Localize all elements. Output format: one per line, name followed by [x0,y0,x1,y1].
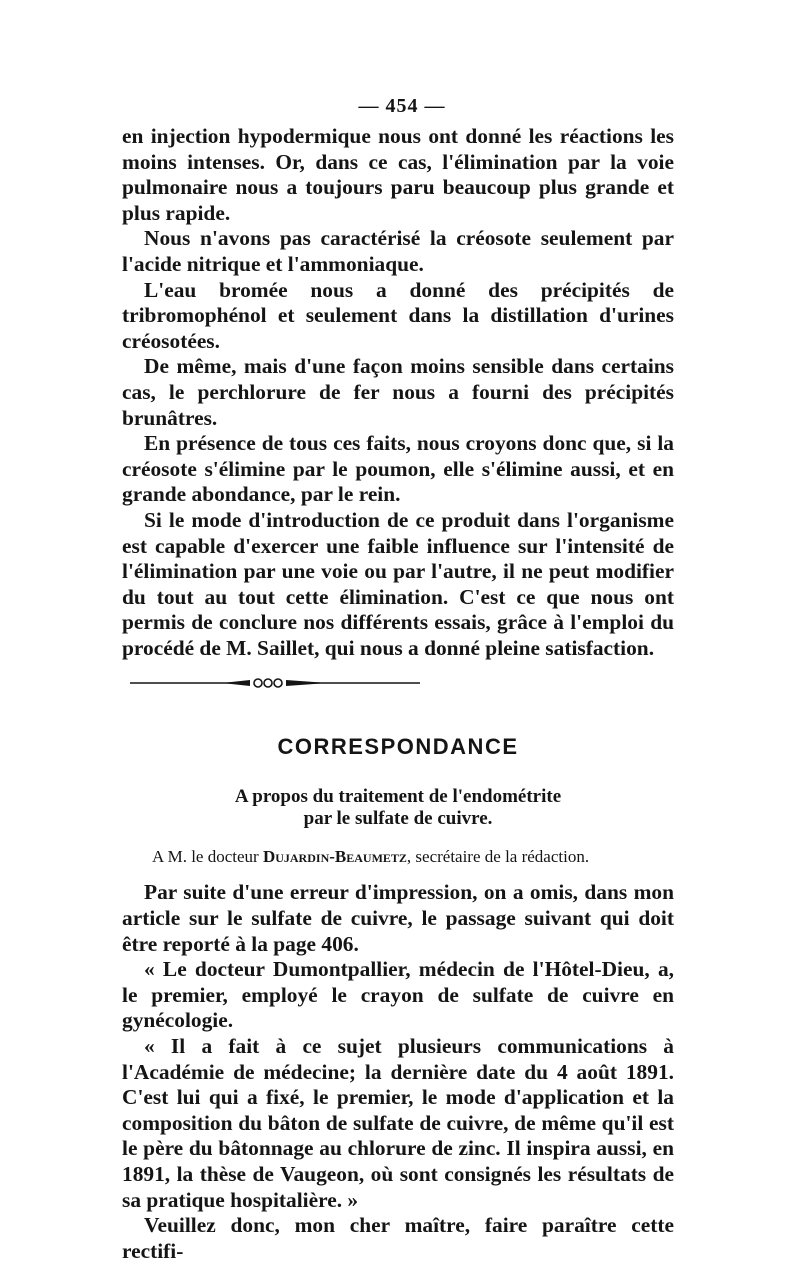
paragraph: « Le docteur Dumontpallier, médecin de l'Hôtel-Dieu, a, le premier, employé le crayon de sulfate de cuivre en gynécologie. [122,957,674,1033]
paragraph: En présence de tous ces faits, nous croyons donc que, si la créosote s'élimine par le poumon, elle s'élimine aussi, et en grande abondance, par le rein. [122,431,674,507]
page-number: — 454 — [358,95,446,117]
addressee-suffix: , secrétaire de la rédaction. [406,847,590,867]
letter-body [122,880,674,1264]
paragraph: Nous n'avons pas caractérisé la créosote seulement par l'acide nitrique et l'ammoniaque. [122,226,674,276]
article-title-line: par le sulfate de cuivre. [303,808,493,830]
paragraph: De même, mais d'une façon moins sensible dans certains cas, le perchlorure de fer nous a fourni des précipités brunâtres. [122,354,674,430]
paragraph: Si le mode d'introduction de ce produit dans l'organisme est capable d'exercer une faible influence sur l'intensité de l'élimination par une voie ou par l'autre, il ne peut modifier du tout au tout cette élimination. C'est ce que nous ont permis de conclure nos différents essais, grâce à l'emploi du procédé de M. Saillet, qui nous a donné pleine satisfaction. [122,507,674,660]
section-divider-ornament [130,677,420,689]
letter-addressee [122,846,674,868]
article-title-line: A propos du traitement de l'endométrite [234,786,562,808]
addressee-name: Dujardin-Beaumetz [262,847,407,867]
paragraph: Veuillez donc, mon cher maître, faire paraître cette rectifi- [122,1213,674,1263]
section-title: CORRESPONDANCE [277,734,519,760]
paragraph: Par suite d'une erreur d'impression, on a omis, dans mon article sur le sulfate de cuivre, le passage suivant qui doit être reporté à la page 406. [122,880,674,956]
document-page [122,88,674,1264]
paragraph: « Il a fait à ce sujet plusieurs communications à l'Académie de médecine; la dernière date du 4 août 1891. C'est lui qui a fixé, le premier, le mode d'application et la composition du bâton de sulfate de cuivre, de même qu'il est le père du bâtonnage au chlorure de zinc. Il inspira aussi, en 1891, la thèse de Vaugeon, où sont consignés les résultats de sa pratique hospitalière. » [122,1034,674,1212]
paragraph: L'eau bromée nous a donné des précipités de tribromophénol et seulement dans la distillation d'urines créosotées. [122,277,674,353]
addressee-prefix: A M. le docteur [152,847,259,867]
article-title [122,786,674,830]
body-text-top [122,124,674,661]
paragraph: en injection hypodermique nous ont donné les réactions les moins intenses. Or, dans ce cas, l'élimination par la voie pulmonaire nous a toujours paru beaucoup plus grande et plus rapide. [122,124,674,225]
